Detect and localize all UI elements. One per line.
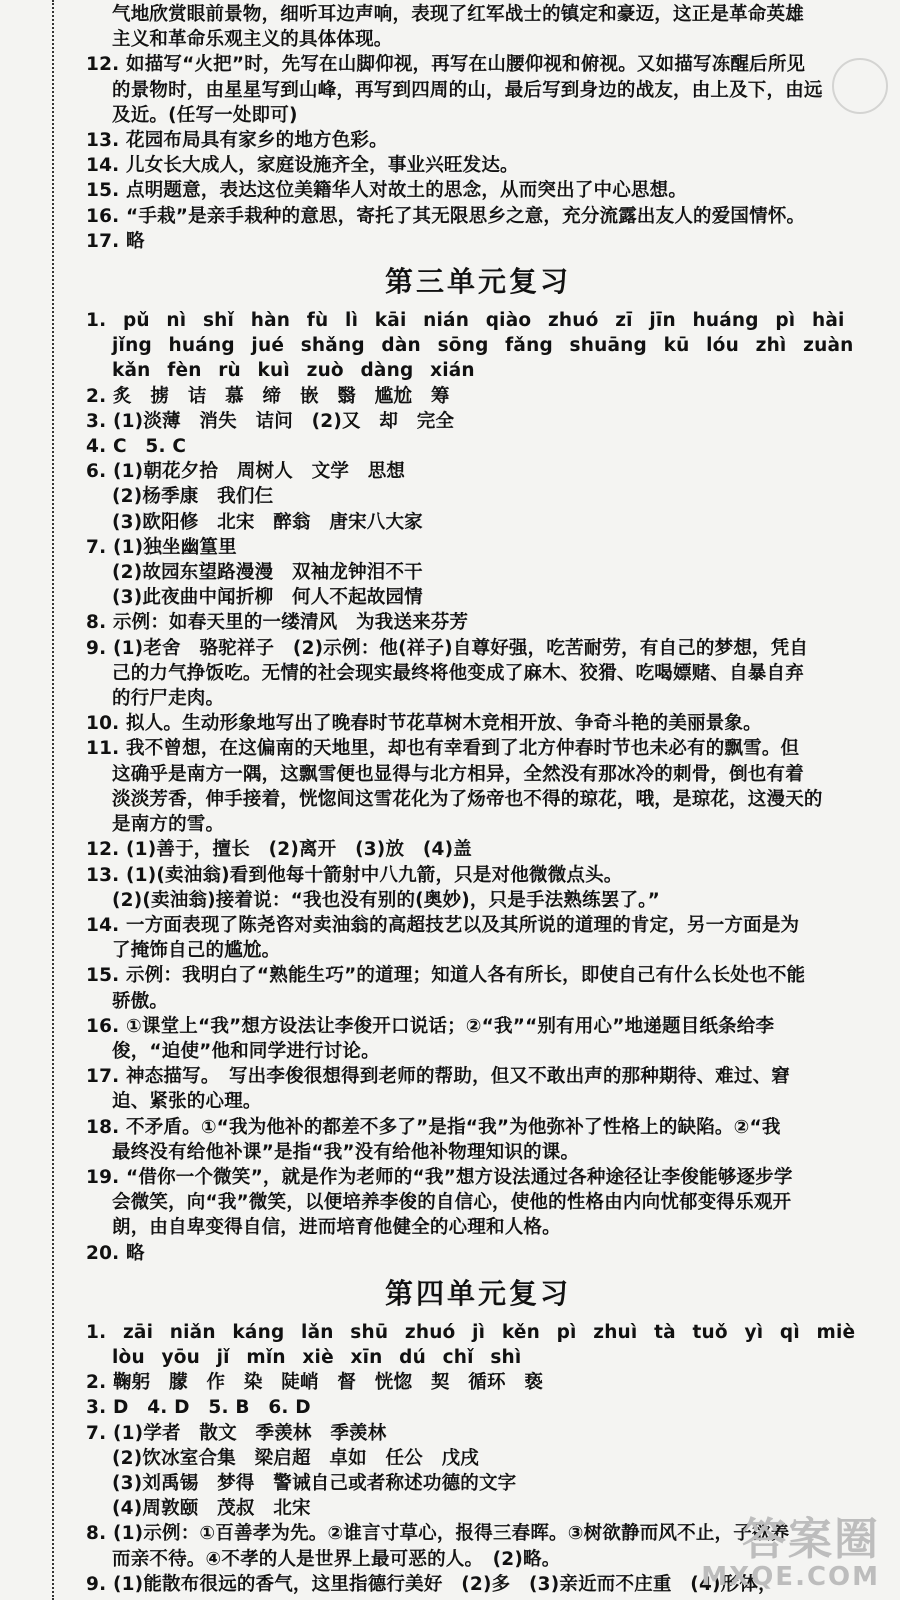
continued-answers [86,2,870,254]
answer-line: 及近。(任写一处即可) [112,104,298,126]
answer-line: (2)故园东望路漫漫 双袖龙钟泪不干 [112,562,423,584]
answer-line: 最终没有给他补课”是指“我”没有给他补物理知识的课。 [112,1141,580,1163]
answer-line: 20. 略 [86,1242,145,1264]
answer-line: (4)周敦颐 茂叔 北宋 [112,1498,311,1520]
corner-stamp-mark [832,58,888,114]
margin-dotted-rule [52,0,54,1600]
answer-line: 12. (1)善于，擅长 (2)离开 (3)放 (4)盖 [86,839,472,861]
answer-line: (3)此夜曲中闻折柳 何人不起故园情 [112,587,423,609]
answer-line: 俊，“迫使”他和同学进行讨论。 [112,1040,380,1062]
answer-line: 这确乎是南方一隅，这飘雪便也显得与北方相异，全然没有那冰冷的刺骨，倒也有着 [112,763,804,785]
unit4-heading: 第四单元复习 [384,1276,571,1310]
answer-line: 2. 炙 掳 诘 慕 缔 嵌 翳 尴尬 筹 [86,385,450,407]
answer-line: (3)欧阳修 北宋 醉翁 唐宋八大家 [112,511,423,533]
answer-line: 16. ①课堂上“我”想方设法让李俊开口说话；②“我”“别有用心”地递题目纸条给李 [86,1015,775,1037]
answer-line: 的景物时，由星星写到山峰，再写到四周的山，最后写到身边的战友，由上及下，由远 [112,79,823,101]
answer-line: 15. 点明题意，表达这位美籍华人对故土的思念，从而突出了中心思想。 [86,180,688,202]
answer-line: 19. “借你一个微笑”，就是作为老师的“我”想方设法通过各种途径让李俊能够逐步学 [86,1166,793,1188]
answer-line: 会微笑，向“我”微笑，以便培养李俊的自信心，使他的性格由内向忧郁变得乐观开 [112,1192,792,1214]
answer-line: 4. C 5. C [86,436,187,458]
answer-line: (2)杨季康 我们仨 [112,486,274,508]
answer-line: 气地欣赏眼前景物，细听耳边声响，表现了红军战士的镇定和豪迈，这正是革命英雄 [112,4,804,25]
answer-line: 7. (1)学者 散文 季羡林 季羡林 [86,1422,387,1444]
answer-line: 3. (1)淡薄 消失 诘问 (2)又 却 完全 [86,410,455,432]
answer-line: 17. 神态描写。 写出李俊很想得到老师的帮助，但又不敢出声的那种期待、难过、窘 [86,1066,790,1088]
answer-line: 13. (1)(卖油翁)看到他每十箭射中八九箭，只是对他微微点头。 [86,864,623,886]
answer-line: 14. 儿女长大成人，家庭设施齐全，事业兴旺发达。 [86,155,519,177]
answer-line: 11. 我不曾想，在这偏南的天地里，却也有幸看到了北方仲春时节也未必有的飘雪。但 [86,738,800,760]
answer-line: 淡淡芳香，伸手接着，恍惚间这雪花化为了炀帝也不得的琼花，哦，是琼花，这漫天的 [112,788,823,810]
answer-line: 6. (1)朝花夕拾 周树人 文学 思想 [86,461,406,483]
answer-line: 迫、紧张的心理。 [112,1091,262,1113]
pinyin-line: kǎn fèn rù kuì zuò dàng xián [112,360,475,382]
answer-line: (3)刘禹锡 梦得 警诫自己或者称述功德的文字 [112,1472,517,1494]
pinyin-line: jǐng huáng jué shǎng dàn sōng fǎng shuāng kū lóu zhì zuàn [112,335,854,357]
unit3-answers [86,308,870,1266]
answer-line: 朗，由自卑变得自信，进而培育他健全的心理和人格。 [112,1217,561,1239]
pinyin-line: lòu yōu jǐ mǐn xiè xīn dú chǐ shì [112,1346,522,1368]
answer-line: 14. 一方面表现了陈尧咨对卖油翁的高超技艺以及其所说的道理的肯定，另一方面是为 [86,914,800,936]
watermark-logo [701,1514,880,1592]
answer-line: 2. 鞠躬 朦 作 染 陡峭 督 恍惚 契 循环 亵 [86,1372,544,1394]
answer-line: 己的力气挣饭吃。无情的社会现实最终将他变成了麻木、狡猾、吃喝嫖赌、自暴自弃 [112,662,804,684]
answer-line: 17. 略 [86,230,145,252]
answer-line: 9. (1)老舍 骆驼祥子 (2)示例：他(祥子)自尊好强，吃苦耐劳，有自己的梦想，凭自 [86,637,809,659]
watermark-url: MXQE.COM [701,1562,880,1592]
answer-line: 12. 如描写“火把”时，先写在山脚仰视，再写在山腰仰视和俯视。又如描写冻醒后所见 [86,54,806,76]
answer-line: 而亲不待。④不孝的人是世界上最可恶的人。 (2)略。 [112,1548,561,1570]
answer-line: 8. (1)示例：①百善孝为先。②谁言寸草心，报得三春晖。③树欲静而风不止，子欲养 [86,1523,790,1545]
answer-line: 3. D 4. D 5. B 6. D [86,1397,311,1419]
answer-line: 了掩饰自己的尴尬。 [112,940,281,962]
answer-line: 9. (1)能散布很远的香气，这里指德行美好 (2)多 (3)亲近而不庄重 (4)形体， [86,1573,777,1595]
answer-line: 16. “手栽”是亲手栽种的意思，寄托了其无限思乡之意，充分流露出友人的爱国情怀。 [86,205,806,227]
answer-line: 10. 拟人。生动形象地写出了晚春时节花草树木竞相开放、争奇斗艳的美丽景象。 [86,713,762,735]
answer-line: (2)(卖油翁)接着说：“我也没有别的(奥妙)，只是手法熟练罢了。” [112,889,660,911]
answer-line: 18. 不矛盾。①“我为他补的都差不多了”是指“我”为他弥补了性格上的缺陷。②“我 [86,1116,781,1138]
answer-line: 15. 示例：我明白了“熟能生巧”的道理；知道人各有所长，即使自己有什么长处也不能 [86,965,806,987]
answer-line: 主义和革命乐观主义的具体体现。 [112,29,393,51]
watermark-text: 答案圈 [742,1514,880,1565]
answer-line: (2)饮冰室合集 梁启超 卓如 任公 戊戌 [112,1447,479,1469]
answer-line: 是南方的雪。 [112,814,225,836]
pinyin-line: 1. pǔ nì shǐ hàn fù lì kāi nián qiào zhuó zī jīn huáng pì hài [86,310,845,332]
answer-line: 的行尸走肉。 [112,688,225,710]
answer-line: 7. (1)独坐幽篁里 [86,536,237,558]
answer-line: 13. 花园布局具有家乡的地方色彩。 [86,130,388,152]
answer-line: 骄傲。 [112,990,169,1012]
pinyin-line: 1. zāi niǎn káng lǎn shū zhuó jì kěn pì zhuì tà tuǒ yì qì miè [86,1321,856,1343]
unit3-heading: 第三单元复习 [384,265,571,299]
answer-line: 8. 示例：如春天里的一缕清风 为我送来芬芳 [86,612,469,634]
